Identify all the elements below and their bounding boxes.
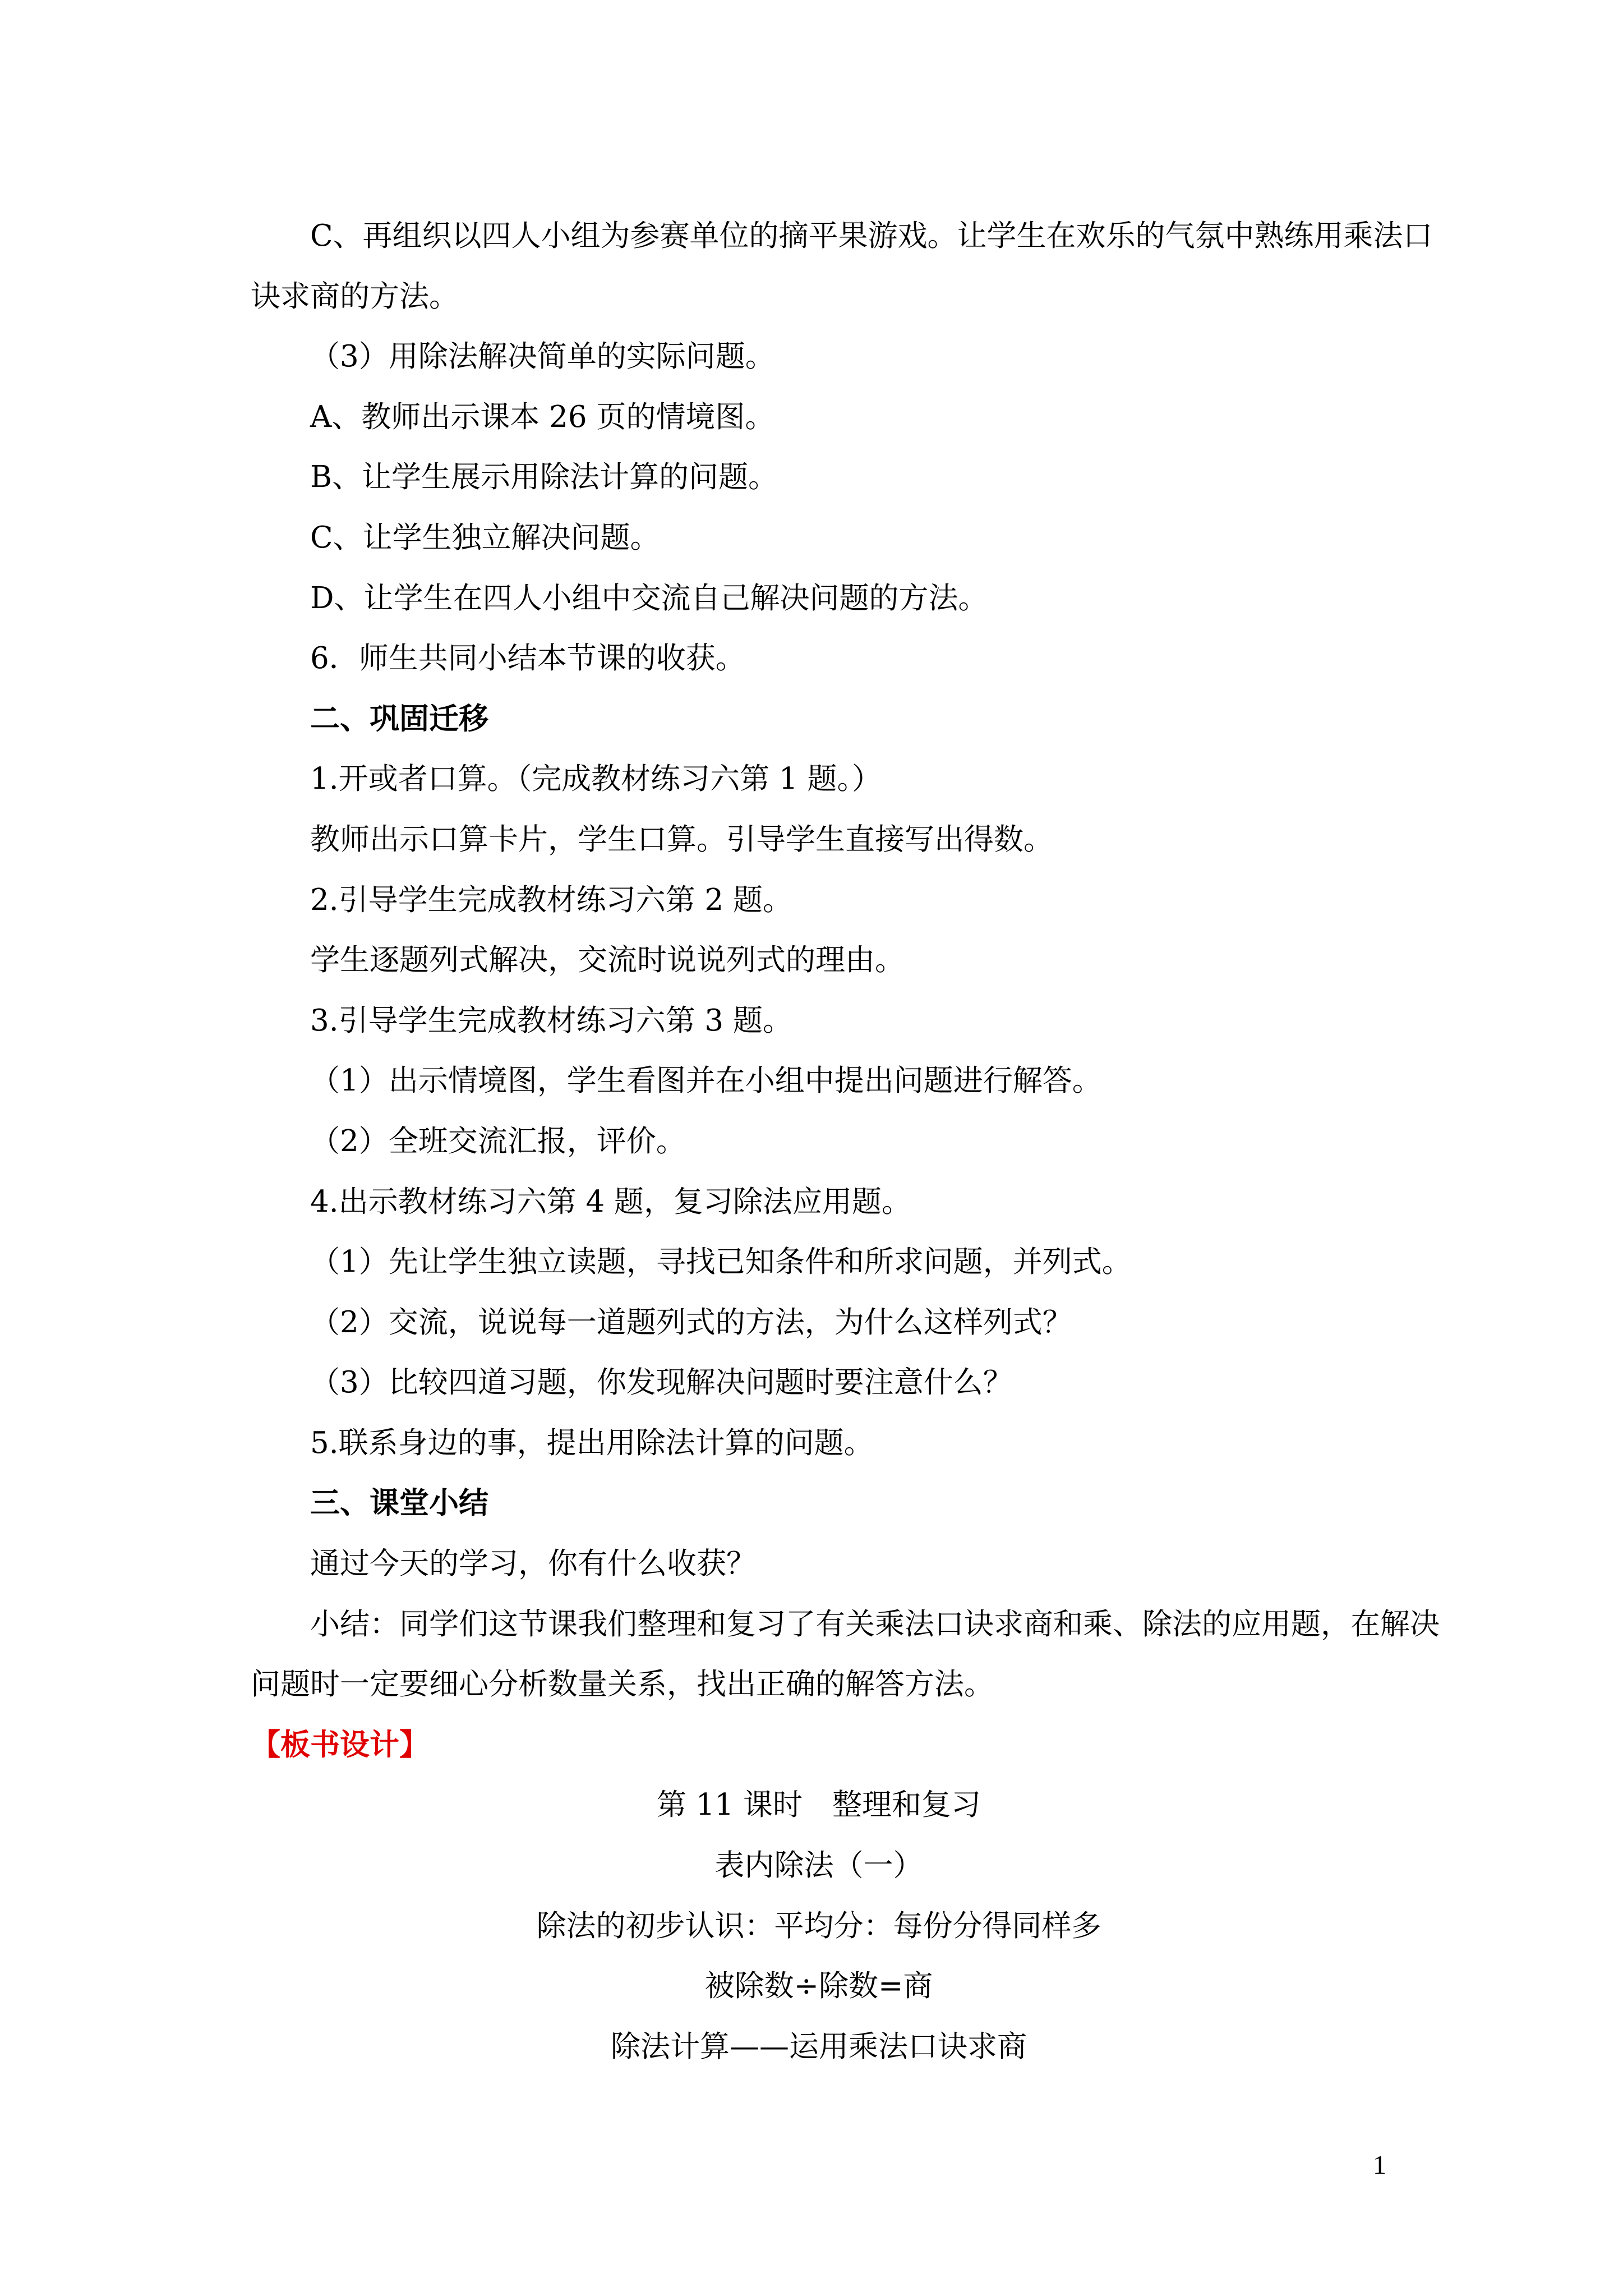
section-2-line: （2）交流，说说每一道题列式的方法，为什么这样列式？ bbox=[310, 1305, 1072, 1340]
page-number: 1 bbox=[1373, 2150, 1386, 2180]
board-line: 除法计算——运用乘法口诀求商 bbox=[611, 2029, 1027, 2064]
summary-line-2: 问题时一定要细心分析数量关系，找出正确的解答方法。 bbox=[251, 1667, 994, 1702]
step-c: C、让学生独立解决问题。 bbox=[310, 520, 660, 555]
section-2-line: （3）比较四道习题，你发现解决问题时要注意什么？ bbox=[310, 1365, 1013, 1400]
section-2-line: （1）出示情境图，学生看图并在小组中提出问题进行解答。 bbox=[310, 1064, 1102, 1098]
item-6: 6．师生共同小结本节课的收获。 bbox=[310, 641, 745, 676]
step-b: B、让学生展示用除法计算的问题。 bbox=[310, 460, 778, 495]
step-d: D、让学生在四人小组中交流自己解决问题的方法。 bbox=[310, 581, 988, 615]
section-2-line: 学生逐题列式解决，交流时说说列式的理由。 bbox=[310, 943, 905, 978]
page-content bbox=[251, 206, 1440, 2077]
section-2-line: 2.引导学生完成教材练习六第 2 题。 bbox=[310, 882, 792, 917]
section-3-heading: 三、课堂小结 bbox=[310, 1485, 488, 1521]
board-lesson-title: 第 11 课时 整理和复习 bbox=[656, 1788, 981, 1823]
summary-line-1: 小结：同学们这节课我们整理和复习了有关乘法口诀求商和乘、除法的应用题，在解决 bbox=[310, 1607, 1440, 1641]
board-line: 除法的初步认识：平均分：每份分得同样多 bbox=[536, 1908, 1101, 1943]
step-a: A、教师出示课本 26 页的情境图。 bbox=[310, 399, 775, 434]
section-2-line: 5.联系身边的事，提出用除法计算的问题。 bbox=[310, 1425, 874, 1460]
board-line: 表内除法（一） bbox=[714, 1848, 923, 1883]
section-2-line: 1.开或者口算。（完成教材练习六第 1 题。） bbox=[310, 762, 882, 797]
section-2-line: 教师出示口算卡片，学生口算。引导学生直接写出得数。 bbox=[310, 822, 1053, 857]
board-design-heading: 【板书设计】 bbox=[251, 1727, 429, 1762]
section-2-heading: 二、巩固迁移 bbox=[310, 701, 488, 736]
section-2-line: （2）全班交流汇报，评价。 bbox=[310, 1124, 686, 1158]
board-line: 被除数÷除数=商 bbox=[704, 1969, 933, 2004]
game-step-line-1: C、再组织以四人小组为参赛单位的摘平果游戏。让学生在欢乐的气氛中熟练用乘法口 bbox=[310, 219, 1433, 253]
section-3-question: 通过今天的学习，你有什么收获？ bbox=[310, 1547, 756, 1581]
section-2-line: 3.引导学生完成教材练习六第 3 题。 bbox=[310, 1003, 792, 1038]
section-2-line: （1）先让学生独立读题，寻找已知条件和所求问题，并列式。 bbox=[310, 1245, 1132, 1280]
game-step-line-2: 诀求商的方法。 bbox=[251, 279, 459, 314]
subtitle-3: （3）用除法解决简单的实际问题。 bbox=[310, 339, 775, 374]
section-2-line: 4.出示教材练习六第 4 题，复习除法应用题。 bbox=[310, 1184, 911, 1219]
